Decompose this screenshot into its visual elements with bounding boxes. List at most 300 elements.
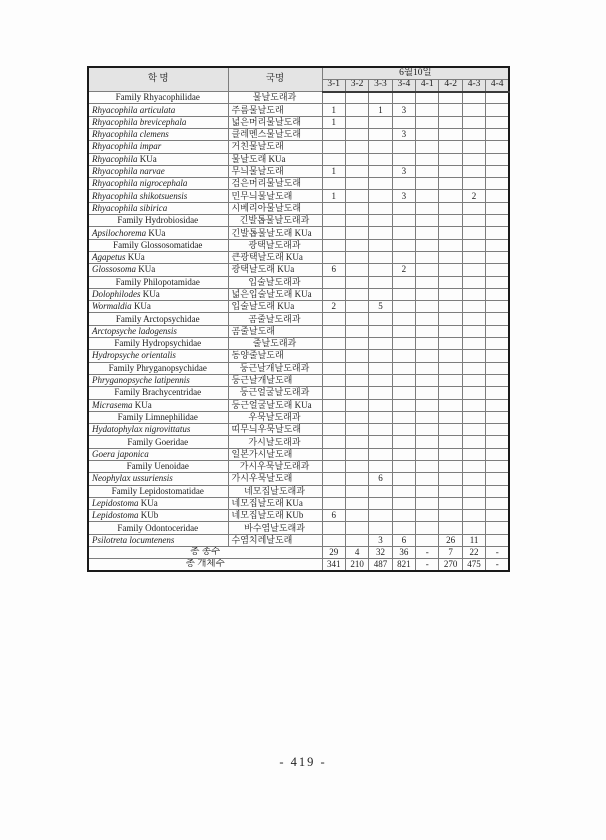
count-cell <box>486 141 510 153</box>
count-cell: 5 <box>369 301 392 313</box>
count-cell <box>462 436 485 448</box>
summary-count-cell: 475 <box>462 559 485 571</box>
count-cell <box>322 387 345 399</box>
species-name-cell <box>88 104 228 116</box>
count-cell <box>392 387 415 399</box>
count-cell: 6 <box>392 534 415 546</box>
count-cell <box>345 424 368 436</box>
count-cell <box>439 424 462 436</box>
site-column-header: 4-2 <box>439 79 462 91</box>
summary-count-cell: - <box>416 559 439 571</box>
count-cell <box>416 387 439 399</box>
species-suffix-text: Family Limnephilidae <box>117 411 198 422</box>
count-cell <box>462 411 485 423</box>
count-cell <box>392 436 415 448</box>
count-cell <box>392 227 415 239</box>
count-cell <box>345 153 368 165</box>
count-cell <box>462 522 485 534</box>
table-row <box>88 190 509 202</box>
species-name-cell <box>88 510 228 522</box>
count-cell <box>416 424 439 436</box>
count-cell <box>439 227 462 239</box>
count-cell: 3 <box>392 104 415 116</box>
table-row <box>88 104 509 116</box>
species-suffix-text: KUa <box>146 227 166 238</box>
species-name-cell <box>88 399 228 411</box>
count-cell <box>322 485 345 497</box>
count-cell <box>462 264 485 276</box>
count-cell <box>486 424 510 436</box>
summary-label-cell: 총 개체수 <box>88 559 322 571</box>
count-cell <box>439 411 462 423</box>
table-row <box>88 301 509 313</box>
summary-count-cell: 487 <box>369 559 392 571</box>
count-cell <box>486 239 510 251</box>
count-cell <box>462 313 485 325</box>
count-cell <box>392 251 415 263</box>
summary-label-cell: 총 종수 <box>88 547 322 559</box>
species-name-cell <box>88 264 228 276</box>
count-cell <box>439 313 462 325</box>
species-name-cell <box>88 153 228 165</box>
species-genus-text: Rhyacophila sibirica <box>92 202 168 213</box>
site-column-header: 4-4 <box>486 79 510 91</box>
summary-count-cell: 4 <box>345 547 368 559</box>
count-cell <box>369 338 392 350</box>
count-cell <box>462 104 485 116</box>
table-row <box>88 288 509 300</box>
species-suffix-text: KUa <box>125 252 145 263</box>
count-cell <box>345 387 368 399</box>
count-cell <box>439 301 462 313</box>
table-row <box>88 251 509 263</box>
count-cell <box>322 350 345 362</box>
family-name-cell <box>88 436 228 448</box>
count-cell <box>486 116 510 128</box>
count-cell <box>345 350 368 362</box>
count-cell: 3 <box>369 534 392 546</box>
count-cell <box>416 338 439 350</box>
count-cell <box>416 362 439 374</box>
count-cell <box>439 128 462 140</box>
count-cell <box>345 313 368 325</box>
date-group-header: 6월10일 <box>322 67 509 79</box>
species-genus-text: Lepidostoma <box>92 498 139 509</box>
count-cell <box>486 497 510 509</box>
species-genus-text: Goera japonica <box>92 448 149 459</box>
korean-name-cell: 둥근날개날도래 <box>228 374 322 386</box>
table-row <box>88 153 509 165</box>
count-cell <box>369 497 392 509</box>
species-genus-text: Hydropsyche orientalis <box>92 350 176 361</box>
count-cell <box>416 251 439 263</box>
species-name-cell <box>88 301 228 313</box>
count-cell <box>462 251 485 263</box>
count-cell <box>439 510 462 522</box>
count-cell <box>416 448 439 460</box>
count-cell <box>439 387 462 399</box>
count-cell <box>416 190 439 202</box>
species-suffix-text: Family Philopotamidae <box>115 276 200 287</box>
count-cell <box>322 424 345 436</box>
count-cell <box>345 461 368 473</box>
count-cell <box>322 534 345 546</box>
count-cell <box>486 178 510 190</box>
korean-name-cell: 네모집날도래 KUa <box>228 497 322 509</box>
korean-name-cell: 동양줄날도래 <box>228 350 322 362</box>
species-genus-text: Wormaldia <box>92 301 132 312</box>
site-column-header: 3-2 <box>345 79 368 91</box>
count-cell <box>439 374 462 386</box>
table-row <box>88 497 509 509</box>
table-row <box>88 350 509 362</box>
count-cell <box>439 251 462 263</box>
count-cell <box>322 227 345 239</box>
count-cell <box>345 288 368 300</box>
count-cell <box>345 264 368 276</box>
summary-count-cell: - <box>486 559 510 571</box>
count-cell <box>462 301 485 313</box>
count-cell <box>345 374 368 386</box>
count-cell <box>439 153 462 165</box>
count-cell <box>392 374 415 386</box>
count-cell <box>369 461 392 473</box>
count-cell: 2 <box>322 301 345 313</box>
count-cell <box>345 128 368 140</box>
count-cell <box>462 153 485 165</box>
korean-name-cell: 줄날도래과 <box>228 338 322 350</box>
species-suffix-text: Family Goeridae <box>127 436 189 447</box>
count-cell <box>392 473 415 485</box>
table-row <box>88 215 509 227</box>
count-cell <box>322 522 345 534</box>
count-cell <box>416 497 439 509</box>
table-row <box>88 313 509 325</box>
count-cell <box>439 497 462 509</box>
count-cell <box>486 399 510 411</box>
korean-name-cell: 수염치레날도래 <box>228 534 322 546</box>
count-cell <box>369 141 392 153</box>
count-cell <box>345 116 368 128</box>
count-cell <box>462 448 485 460</box>
korean-name-cell: 가시우묵날도래 <box>228 473 322 485</box>
korean-name-cell: 띠무늬우묵날도래 <box>228 424 322 436</box>
family-name-cell <box>88 313 228 325</box>
count-cell <box>345 215 368 227</box>
count-cell <box>345 178 368 190</box>
summary-count-cell: 821 <box>392 559 415 571</box>
count-cell <box>416 325 439 337</box>
species-genus-text: Rhyacophila articulata <box>92 104 176 115</box>
count-cell <box>392 301 415 313</box>
count-cell <box>416 141 439 153</box>
species-suffix-text: Family Arctopsychidae <box>115 313 200 324</box>
korean-name-cell: 주름물날도래 <box>228 104 322 116</box>
count-cell: 1 <box>322 104 345 116</box>
species-name-cell <box>88 141 228 153</box>
count-cell <box>392 461 415 473</box>
summary-row <box>88 547 509 559</box>
species-suffix-text: Family Hydropsychidae <box>114 338 202 349</box>
korean-name-cell: 검은머리물날도래 <box>228 178 322 190</box>
count-cell <box>369 362 392 374</box>
table-row <box>88 387 509 399</box>
count-cell <box>462 473 485 485</box>
count-cell <box>345 202 368 214</box>
count-cell <box>322 288 345 300</box>
count-cell <box>462 497 485 509</box>
count-cell <box>416 276 439 288</box>
table-row <box>88 276 509 288</box>
count-cell <box>416 473 439 485</box>
species-suffix-text: Family Glossosomatidae <box>113 239 203 250</box>
count-cell <box>345 92 368 104</box>
count-cell <box>462 374 485 386</box>
count-cell <box>416 399 439 411</box>
count-cell <box>486 411 510 423</box>
table-row <box>88 485 509 497</box>
count-cell <box>439 239 462 251</box>
count-cell <box>322 338 345 350</box>
count-cell <box>322 313 345 325</box>
count-cell <box>345 448 368 460</box>
korean-name-cell: 넓은입술날도래 KUa <box>228 288 322 300</box>
count-cell <box>345 239 368 251</box>
count-cell <box>369 190 392 202</box>
korean-name-cell: 곰줄날도래 <box>228 325 322 337</box>
summary-count-cell: 341 <box>322 559 345 571</box>
species-suffix-text: Family Brachycentridae <box>114 387 202 398</box>
count-cell <box>439 264 462 276</box>
family-name-cell <box>88 522 228 534</box>
count-cell <box>462 92 485 104</box>
count-cell <box>322 141 345 153</box>
korean-name-cell: 무늬물날도래 <box>228 165 322 177</box>
count-cell: 1 <box>322 116 345 128</box>
count-cell <box>416 104 439 116</box>
table-row <box>88 227 509 239</box>
species-genus-text: Agapetus <box>92 252 126 263</box>
count-cell <box>369 202 392 214</box>
korean-name-cell: 시베리아물날도래 <box>228 202 322 214</box>
count-cell <box>416 313 439 325</box>
count-cell <box>416 215 439 227</box>
count-cell <box>322 411 345 423</box>
count-cell <box>369 178 392 190</box>
table-row <box>88 411 509 423</box>
count-cell <box>322 202 345 214</box>
korean-name-cell: 둥근얼굴날도래 KUa <box>228 399 322 411</box>
count-cell <box>462 424 485 436</box>
summary-count-cell: 36 <box>392 547 415 559</box>
summary-count-cell: 29 <box>322 547 345 559</box>
table-row <box>88 178 509 190</box>
count-cell <box>462 178 485 190</box>
count-cell: 3 <box>392 190 415 202</box>
count-cell <box>322 399 345 411</box>
table-row <box>88 473 509 485</box>
count-cell <box>369 313 392 325</box>
korean-name-cell: 가시날도래과 <box>228 436 322 448</box>
count-cell <box>439 202 462 214</box>
count-cell <box>462 215 485 227</box>
count-cell <box>462 288 485 300</box>
count-cell <box>392 141 415 153</box>
korean-name-cell: 둥근얼굴날도래과 <box>228 387 322 399</box>
scientific-name-header: 학 명 <box>88 67 228 92</box>
count-cell <box>345 411 368 423</box>
species-suffix-text: Family Rhyacophilidae <box>115 92 200 103</box>
count-cell <box>416 202 439 214</box>
count-cell <box>486 448 510 460</box>
count-cell <box>416 116 439 128</box>
count-cell <box>439 399 462 411</box>
table-row <box>88 92 509 104</box>
count-cell <box>369 387 392 399</box>
count-cell <box>322 448 345 460</box>
summary-count-cell: - <box>486 547 510 559</box>
family-name-cell <box>88 276 228 288</box>
table-row <box>88 534 509 546</box>
table-row <box>88 448 509 460</box>
count-cell <box>439 522 462 534</box>
count-cell <box>439 448 462 460</box>
count-cell <box>322 215 345 227</box>
count-cell <box>416 411 439 423</box>
count-cell <box>462 276 485 288</box>
count-cell <box>322 436 345 448</box>
count-cell <box>486 165 510 177</box>
count-cell <box>392 497 415 509</box>
count-cell <box>486 104 510 116</box>
count-cell <box>462 350 485 362</box>
summary-row <box>88 559 509 571</box>
count-cell <box>322 276 345 288</box>
family-name-cell <box>88 485 228 497</box>
summary-count-cell: 22 <box>462 547 485 559</box>
count-cell <box>486 251 510 263</box>
count-cell <box>345 485 368 497</box>
count-cell <box>392 288 415 300</box>
count-cell: 1 <box>322 190 345 202</box>
count-cell <box>322 178 345 190</box>
species-suffix-text: Family Uenoidae <box>126 461 189 472</box>
count-cell <box>392 153 415 165</box>
count-cell <box>369 424 392 436</box>
count-cell <box>322 374 345 386</box>
species-suffix-text: Family Odontoceridae <box>117 522 199 533</box>
species-name-cell <box>88 374 228 386</box>
species-suffix-text: KUb <box>138 510 159 521</box>
count-cell: 3 <box>392 128 415 140</box>
count-cell <box>392 239 415 251</box>
count-cell <box>369 350 392 362</box>
count-cell <box>369 227 392 239</box>
count-cell <box>392 362 415 374</box>
korean-name-cell: 가시우묵날도래과 <box>228 461 322 473</box>
count-cell <box>462 338 485 350</box>
count-cell <box>416 510 439 522</box>
species-name-cell <box>88 165 228 177</box>
species-name-cell <box>88 350 228 362</box>
species-suffix-text: Family Hydrobiosidae <box>117 215 199 226</box>
count-cell <box>345 227 368 239</box>
count-cell <box>392 313 415 325</box>
count-cell <box>416 288 439 300</box>
species-genus-text: Rhyacophila <box>92 153 138 164</box>
table-row <box>88 436 509 448</box>
count-cell: 2 <box>392 264 415 276</box>
count-cell <box>369 128 392 140</box>
table-row <box>88 522 509 534</box>
korean-name-cell: 우묵날도래과 <box>228 411 322 423</box>
count-cell <box>486 362 510 374</box>
species-suffix-text: KUa <box>140 288 160 299</box>
table-row <box>88 510 509 522</box>
family-name-cell <box>88 215 228 227</box>
species-genus-text: Rhyacophila clemens <box>92 129 169 140</box>
count-cell <box>369 522 392 534</box>
count-cell <box>392 202 415 214</box>
count-cell <box>392 325 415 337</box>
species-genus-text: Rhyacophila brevicephala <box>92 116 187 127</box>
count-cell <box>416 128 439 140</box>
count-cell <box>486 473 510 485</box>
count-cell <box>416 301 439 313</box>
species-genus-text: Neophylax ussuriensis <box>92 473 173 484</box>
family-name-cell <box>88 338 228 350</box>
count-cell <box>392 276 415 288</box>
count-cell <box>439 276 462 288</box>
table-row <box>88 338 509 350</box>
korean-name-cell: 민무늬물날도래 <box>228 190 322 202</box>
count-cell <box>322 497 345 509</box>
count-cell <box>439 116 462 128</box>
count-cell <box>369 215 392 227</box>
site-column-header: 3-4 <box>392 79 415 91</box>
table-row <box>88 116 509 128</box>
species-suffix-text: KUa <box>131 301 151 312</box>
count-cell <box>486 128 510 140</box>
count-cell <box>345 510 368 522</box>
count-cell <box>439 104 462 116</box>
count-cell <box>392 215 415 227</box>
count-cell <box>345 190 368 202</box>
table-row <box>88 362 509 374</box>
summary-count-cell: 7 <box>439 547 462 559</box>
species-name-cell <box>88 202 228 214</box>
table-row <box>88 264 509 276</box>
species-name-cell <box>88 288 228 300</box>
family-name-cell <box>88 461 228 473</box>
species-name-cell <box>88 128 228 140</box>
korean-name-cell: 곰줄날도래과 <box>228 313 322 325</box>
species-genus-text: Apsilochorema <box>92 227 147 238</box>
count-cell: 6 <box>322 510 345 522</box>
species-name-cell <box>88 424 228 436</box>
count-cell <box>392 399 415 411</box>
count-cell <box>486 350 510 362</box>
count-cell <box>462 510 485 522</box>
count-cell <box>439 165 462 177</box>
site-column-header: 3-3 <box>369 79 392 91</box>
species-name-cell <box>88 178 228 190</box>
count-cell <box>462 227 485 239</box>
count-cell <box>486 202 510 214</box>
count-cell <box>462 362 485 374</box>
count-cell <box>392 338 415 350</box>
count-cell <box>369 399 392 411</box>
